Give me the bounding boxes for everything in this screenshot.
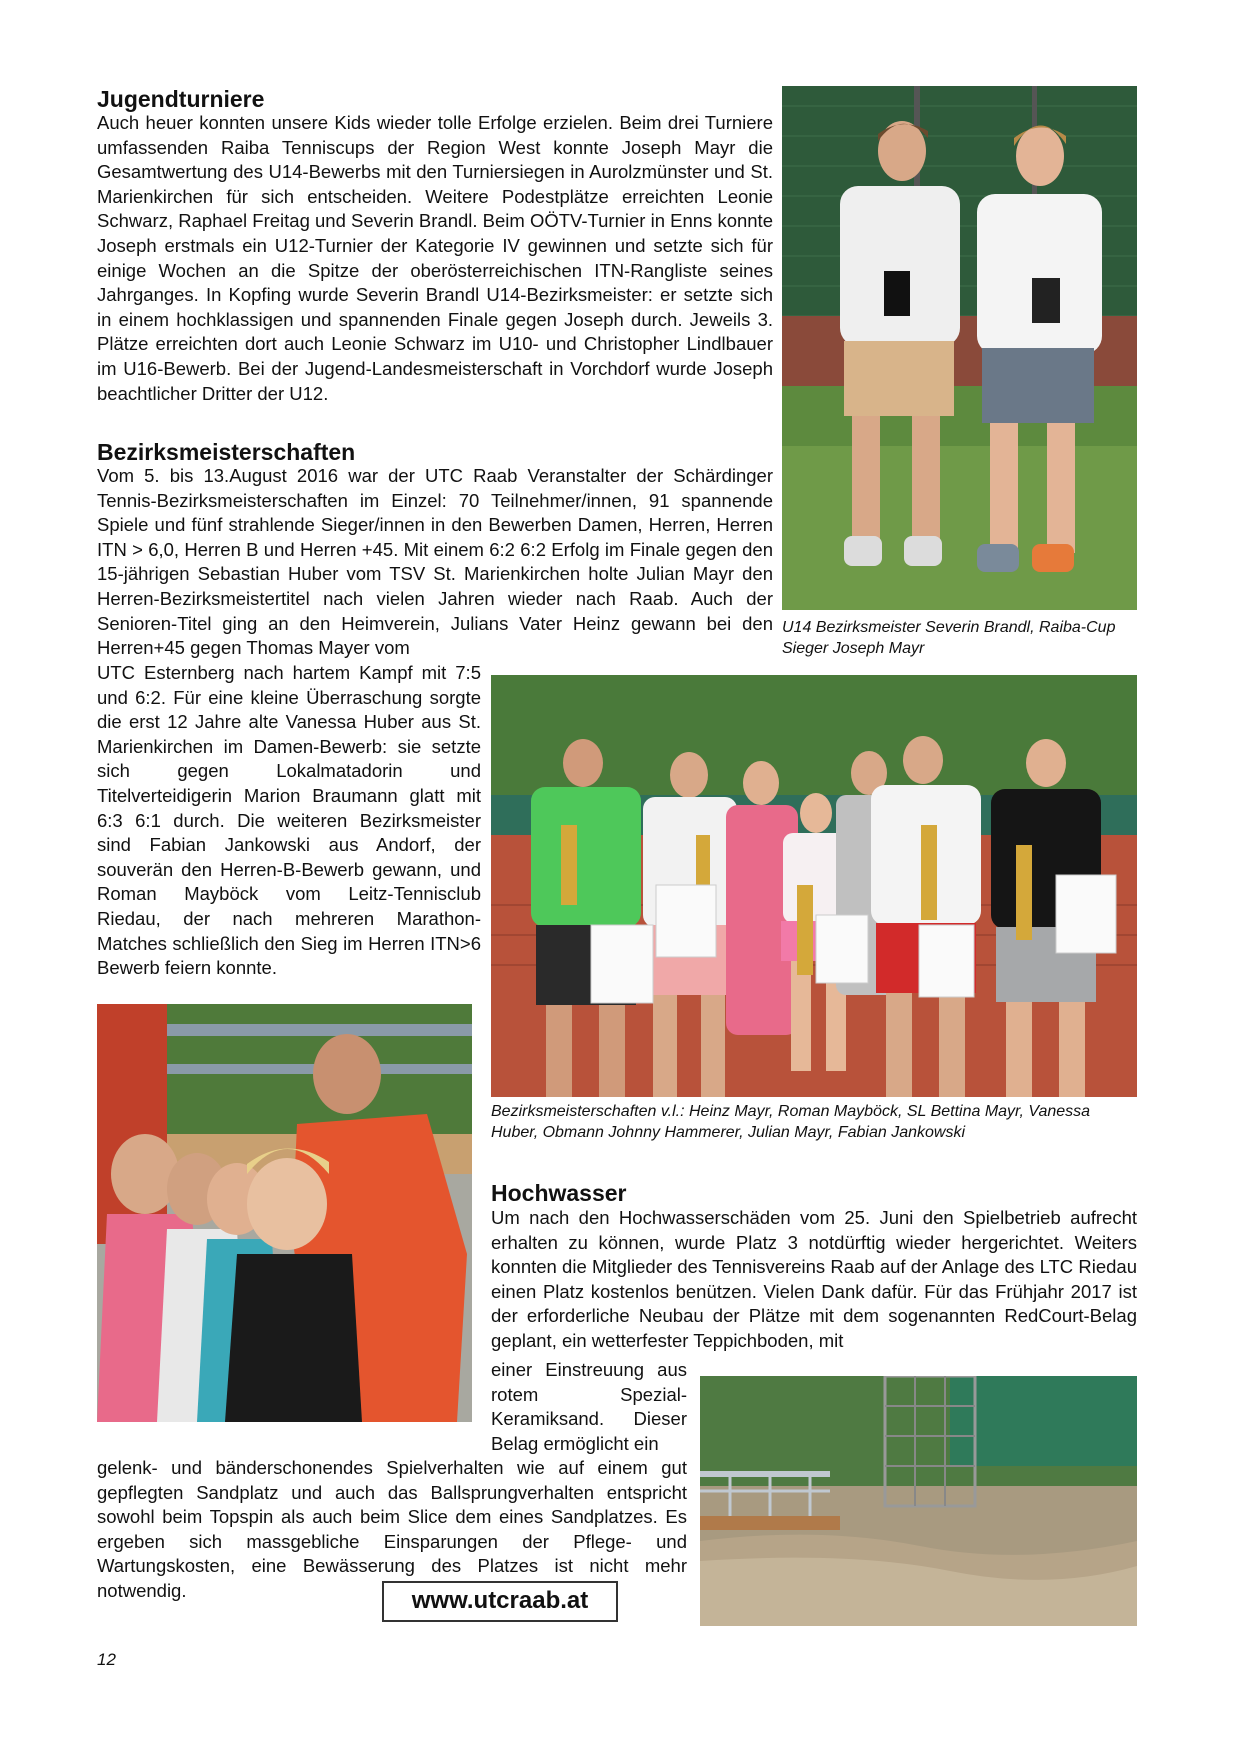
website-link[interactable]: www.utcraab.at [382, 1581, 618, 1622]
heading-jugendturniere: Jugendturniere [97, 86, 265, 112]
heading-bezirksmeisterschaften: Bezirksmeisterschaften [97, 439, 356, 465]
hochwasser-text-top: Um nach den Hochwasserschäden vom 25. Juni den Spielbetrieb aufrecht erhalten zu können, wurde Platz 3 notdürftig wieder hergerichtet. Weiters konnten die Mitglieder des Tennisvereins Raab auf der Anlage des LTC Riedau einen Platz kostenlos benützen. Vielen Dank dafür. Für das Frühjahr 2017 ist der erforderliche Neubau der Plätze mit dem sogenannten RedCourt-Belag geplant, ein wetterfester Teppichboden, mit [491, 1207, 1137, 1351]
caption-bezirksmeisterschaften: Bezirksmeisterschaften v.l.: Heinz Mayr, Roman Mayböck, SL Bettina Mayr, Vanessa Huber, Obmann Johnny Hammerer, Julian Mayr, Fabian Jankowski [491, 1103, 1091, 1141]
bezirksmeister-group-photo [491, 675, 1137, 1097]
page-number: 12 [97, 1650, 116, 1669]
bezirksmeisterschaften-text-wide: Vom 5. bis 13.August 2016 war der UTC Raab Veranstalter der Schärdinger Tennis-Bezirksmeisterschaften im Einzel: 70 Teilnehmer/innen, 91 spannende Spiele und fünf strahlende Sieger/innen in den Bewerben Damen, Herren, Herren ITN > 6,0, Herren B und Herren +45. Mit einem 6:2 6:2 Erfolg im Finale gegen den 15-jährigen Sebastian Huber vom TSV St. Marienkirchen holte Julian Mayr den Herren-Bezirksmeistertitel nach vielen Jahren wieder nach Raab. Auch der Senioren-Titel ging an den Heimverein, Julians Vater Heinz gewann bei den Herren+45 gegen Thomas Mayer vom [97, 465, 773, 659]
flooded-court-photo [700, 1376, 1137, 1626]
two-boys-with-trophies-photo [782, 86, 1137, 610]
bezirksmeisterschaften-text-narrow: UTC Esternberg nach hartem Kampf mit 7:5 und 6:2. Für eine kleine Überraschung sorgte die erst 12 Jahre alte Vanessa Huber aus St. Marienkirchen im Damen-Bewerb: sie setzte sich gegen Lokalmatadorin und Titelverteidigerin Marion Braumann glatt mit 6:3 6:1 durch. Die weiteren Bezirksmeister sind Fabian Jankowski aus Andorf, der souverän den Herren-B-Bewerb gewann, und Roman Mayböck vom Leitz-Tennisclub Riedau, der nach mehreren Marathon-Matches schließlich den Sieg im Herren ITN>6 Bewerb feiern konnte. [97, 662, 481, 979]
caption-u14: U14 Bezirksmeister Severin Brandl, Raiba-Cup Sieger Joseph Mayr [782, 619, 1116, 657]
hochwasser-text-bottom: gelenk- und bänderschonendes Spielverhalten wie auf einem gut gepflegten Sandplatz und auch das Ballsprungverhalten entspricht sowohl beim Topspin als auch beim Slice dem eines Sandplatzes. Es ergeben sich massgebliche Einsparungen der Pflege- und Wartungskosten, eine Bewässerung des Platzes ist nicht mehr notwendig. [97, 1457, 687, 1601]
heading-hochwasser: Hochwasser [491, 1180, 627, 1206]
spectators-photo [97, 1004, 472, 1422]
hochwasser-text-narrow: einer Einstreuung aus rotem Spezial-Keramiksand. Dieser Belag ermöglicht ein [491, 1359, 687, 1454]
jugendturniere-text: Auch heuer konnten unsere Kids wieder tolle Erfolge erzielen. Beim drei Turniere umfassenden Raiba Tenniscups der Region West konnte Joseph Mayr die Gesamtwertung des U14-Bewerbs mit den Turniersiegen in Aurolzmünster und St. Marienkirchen für sich entscheiden. Weitere Podestplätze erreichten Leonie Schwarz, Raphael Freitag und Severin Brandl. Beim OÖTV-Turnier in Enns konnte Joseph erstmals ein U12-Turnier der Kategorie IV gewinnen und setzte sich für einige Wochen an die Spitze der oberösterreichischen ITN-Rangliste seines Jahrganges. In Kopfing wurde Severin Brandl U14-Bezirksmeister: er setzte sich in einem hochklassigen und spannenden Finale gegen Joseph durch. Jeweils 3. Plätze erreichten dort auch Leonie Schwarz im U10- und Christopher Lindlbauer im U16-Bewerb. Bei der Jugend-Landesmeisterschaft in Vorchdorf wurde Joseph beachtlicher Dritter der U12. [97, 112, 773, 404]
